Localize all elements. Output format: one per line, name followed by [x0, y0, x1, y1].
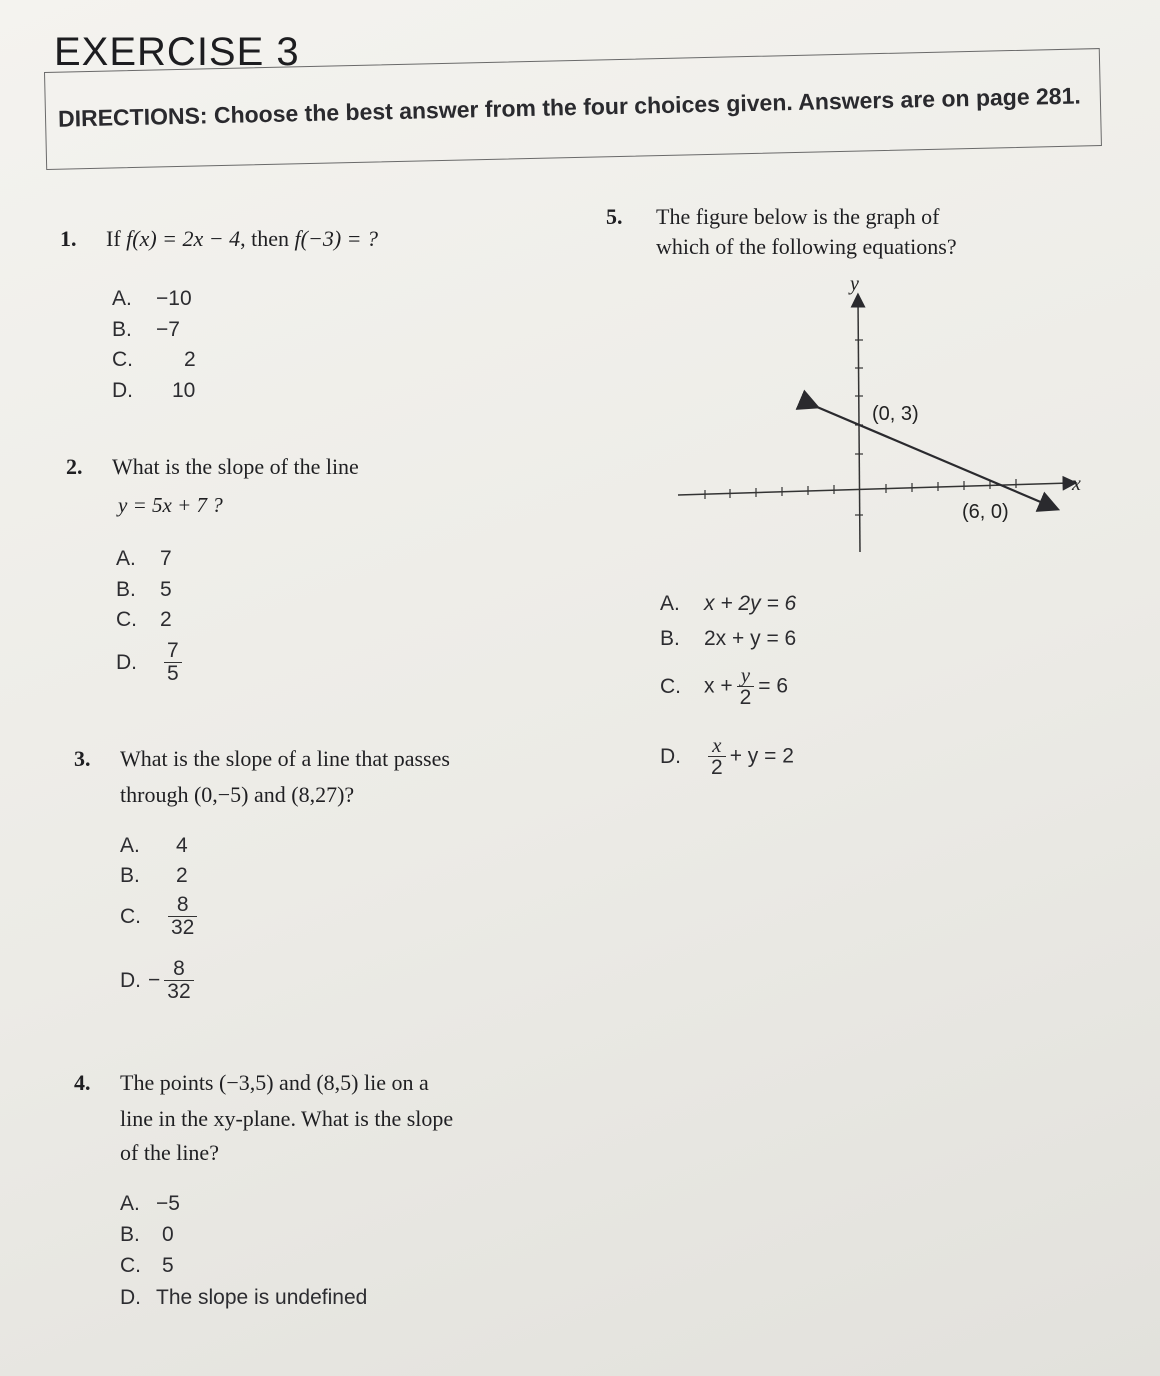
question-3: [74, 742, 450, 776]
question-number: 5.: [606, 204, 623, 229]
choice-label: D.: [112, 379, 133, 402]
fraction: [164, 640, 182, 685]
point-label-6-0: (6, 0): [962, 501, 1009, 523]
choice-value: The slope is undefined: [156, 1286, 368, 1309]
y-axis-label: y: [850, 273, 859, 295]
choice-2c[interactable]: [116, 608, 172, 632]
fraction: [737, 664, 755, 709]
numerator: x: [708, 734, 726, 757]
choice-label: B.: [120, 864, 140, 887]
choice-value: 10: [172, 379, 196, 402]
page-title: EXERCISE 3: [54, 30, 300, 74]
question-number: 1.: [60, 226, 77, 251]
question-text: If: [106, 226, 121, 251]
choice-value: 2: [184, 348, 196, 371]
choice-1a[interactable]: [112, 287, 192, 311]
denominator: 32: [167, 980, 191, 1003]
question-5: [606, 200, 939, 234]
choice-label: C.: [120, 904, 141, 928]
choice-3c[interactable]: [120, 894, 201, 939]
choice-5c[interactable]: [660, 664, 788, 709]
choice-label: C.: [120, 1254, 141, 1277]
choice-label: B.: [116, 578, 136, 601]
fraction: [708, 734, 726, 779]
choice-label: D.: [120, 968, 141, 992]
choice-value: 7: [160, 547, 172, 570]
choice-label: A.: [116, 547, 136, 570]
question-4: [74, 1066, 429, 1100]
minus-sign: −: [148, 968, 161, 992]
denominator: 2: [711, 756, 723, 779]
point-label-0-3: (0, 3): [872, 403, 919, 425]
choice-label: A.: [112, 287, 132, 310]
fraction: [164, 958, 193, 1003]
choice-2a[interactable]: [116, 547, 172, 571]
choice-label: D.: [120, 1286, 141, 1309]
choice-label: B.: [112, 318, 132, 341]
math-expression: f(−3) = ?: [294, 226, 379, 251]
choice-4c[interactable]: [120, 1254, 174, 1278]
choice-5d[interactable]: [660, 734, 794, 779]
denominator: 2: [739, 686, 752, 709]
choice-value: 4: [176, 834, 188, 857]
choice-label: A.: [120, 834, 140, 857]
question-1: [60, 222, 378, 256]
choice-4b[interactable]: [120, 1223, 174, 1247]
choice-value: 2: [160, 608, 172, 631]
numerator: 8: [168, 894, 197, 917]
choice-label: C.: [116, 608, 137, 631]
question-number: 2.: [66, 454, 83, 479]
question-text: What is the slope of the line: [112, 454, 359, 479]
question-text: What is the slope of a line that passes: [120, 746, 450, 771]
choice-label: A.: [660, 592, 680, 615]
choice-3d[interactable]: [120, 958, 198, 1003]
directions-box: DIRECTIONS: Choose the best answer from the four choices given. Answers are on page 281.: [44, 48, 1102, 170]
choice-value: 5: [160, 578, 172, 601]
denominator: 32: [171, 916, 195, 939]
choice-4a[interactable]: [120, 1192, 180, 1216]
choice-label: A.: [120, 1192, 140, 1215]
choice-value: 2x + y = 6: [704, 627, 797, 650]
question-number: 4.: [74, 1070, 91, 1095]
choice-label: C.: [660, 674, 681, 698]
question-text: through (0,−5) and (8,27)?: [120, 782, 355, 807]
choice-value: 5: [162, 1254, 174, 1277]
denominator: 5: [167, 662, 179, 685]
line-graph: [660, 270, 1100, 560]
choice-5b[interactable]: [660, 627, 796, 651]
choice-4d[interactable]: [120, 1286, 367, 1310]
choice-3a[interactable]: [120, 834, 188, 858]
choice-2d[interactable]: [116, 640, 186, 685]
choice-label: D.: [116, 650, 137, 674]
numerator: y: [737, 664, 755, 687]
x-axis-label: x: [1072, 473, 1081, 495]
choice-1b[interactable]: [112, 318, 180, 342]
choice-3b[interactable]: [120, 864, 188, 888]
choice-1d[interactable]: [112, 379, 195, 403]
math-expression: y = 5x + 7 ?: [118, 493, 223, 517]
graph-line: [810, 404, 1050, 506]
question-text: which of the following equations?: [656, 234, 957, 259]
question-text: , then: [240, 226, 290, 251]
math-part: = 6: [758, 674, 789, 698]
question-text: The points (−3,5) and (8,5) lie on a: [120, 1070, 429, 1095]
choice-label: D.: [660, 744, 681, 768]
choice-value: x + 2y = 6: [704, 592, 797, 615]
math-part: + y = 2: [729, 744, 794, 768]
question-text: line in the xy-plane. What is the slope: [120, 1106, 454, 1131]
choice-1c[interactable]: [112, 348, 196, 372]
choice-label: C.: [112, 348, 133, 371]
question-number: 3.: [74, 746, 91, 771]
choice-value: −10: [156, 287, 192, 310]
math-expression: f(x) = 2x − 4: [126, 226, 241, 251]
numerator: 7: [164, 640, 182, 663]
numerator: 8: [164, 958, 193, 981]
choice-label: B.: [660, 627, 680, 650]
choice-label: B.: [120, 1223, 140, 1246]
question-text: The figure below is the graph of: [656, 204, 940, 229]
fraction: [168, 894, 197, 939]
question-text: of the line?: [120, 1140, 219, 1165]
choice-value: 2: [176, 864, 188, 887]
choice-value: 0: [162, 1223, 174, 1246]
choice-value: −5: [156, 1192, 180, 1215]
choice-2b[interactable]: [116, 578, 172, 602]
choice-5a[interactable]: [660, 592, 796, 616]
choice-value: −7: [156, 318, 180, 341]
math-part: x +: [704, 674, 733, 698]
question-2: [66, 450, 359, 484]
